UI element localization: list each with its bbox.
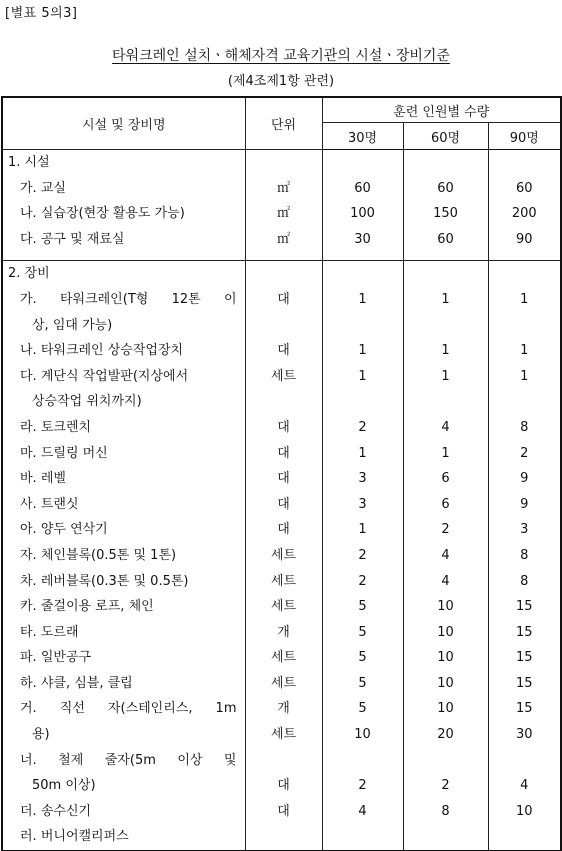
header-unit: 단위 — [245, 97, 322, 150]
row-unit: ㎡ — [245, 227, 322, 261]
row-name: 라. 토크렌치 — [20, 419, 92, 435]
row-unit: 대 — [245, 799, 322, 825]
row-q60: 4 — [403, 569, 488, 595]
row-unit: ㎡ — [245, 201, 322, 227]
row-q90: 9 — [488, 492, 561, 518]
row-q60: 8 — [403, 799, 488, 825]
table-row — [2, 696, 561, 747]
table-row — [2, 338, 561, 364]
row-q30: 4 — [322, 799, 403, 825]
row-q60: 10 — [403, 620, 488, 646]
section-heading: 1. 시설 — [2, 150, 245, 176]
row-unit: 대 — [245, 338, 322, 364]
header-name: 시설 및 장비명 — [2, 97, 245, 150]
row-q90: 10 — [488, 799, 561, 825]
table-row — [2, 176, 561, 202]
document-title: 타워크레인 설치ㆍ해체자격 교육기관의 시설ㆍ장비기준 — [112, 48, 450, 64]
standards-table — [1, 96, 562, 851]
row-q30: 2 — [322, 543, 403, 569]
row-q30: 1 — [322, 441, 403, 467]
row-q90: 15 — [488, 645, 561, 671]
row-q90: 8 — [488, 569, 561, 595]
row-q30: 30 — [322, 227, 403, 261]
table-row — [2, 287, 561, 338]
row-q60: 6 — [403, 466, 488, 492]
row-name-cont: 용) — [32, 727, 50, 743]
row-q90: 1 — [488, 364, 561, 415]
table-row — [2, 150, 561, 176]
row-unit: 세트 — [245, 543, 322, 569]
row-q60: 1 — [403, 338, 488, 364]
row-name: 더. 송수신기 — [20, 803, 92, 819]
row-q90: 30 — [515, 727, 533, 743]
table-row — [2, 824, 561, 850]
table-row — [2, 620, 561, 646]
row-q90: 3 — [488, 517, 561, 543]
row-unit: 대 — [245, 517, 322, 543]
row-unit: 세트 — [245, 569, 322, 595]
row-q60: 60 — [403, 227, 488, 261]
row-q30: 2 — [358, 778, 367, 794]
row-q60: 10 — [403, 671, 488, 697]
row-unit: 개 — [245, 620, 322, 646]
table-row — [2, 799, 561, 825]
row-name: 마. 드릴링 머신 — [20, 445, 108, 461]
row-q30: 1 — [322, 338, 403, 364]
row-name: 가. 교실 — [20, 180, 66, 196]
row-q60: 60 — [403, 176, 488, 202]
header-30: 30명 — [322, 123, 403, 150]
row-q90: 8 — [488, 543, 561, 569]
header-90: 90명 — [488, 123, 561, 150]
header-group: 훈련 인원별 수량 — [322, 97, 561, 123]
row-q30: 10 — [354, 727, 371, 743]
row-q30: 5 — [322, 645, 403, 671]
row-q60: 4 — [403, 415, 488, 441]
row-q30: 5 — [322, 671, 403, 697]
row-q30: 1 — [322, 364, 403, 415]
row-q60: 2 — [403, 517, 488, 543]
row-q60: 4 — [403, 543, 488, 569]
row-q90: 1 — [488, 287, 561, 338]
row-unit: 개 — [277, 701, 290, 717]
table-row — [2, 261, 561, 287]
table-row — [2, 517, 561, 543]
table-row — [2, 645, 561, 671]
row-q90: 2 — [488, 441, 561, 467]
row-q30: 3 — [322, 466, 403, 492]
row-unit: 세트 — [270, 727, 297, 743]
row-q90: 60 — [488, 176, 561, 202]
row-q30: 2 — [322, 569, 403, 595]
row-name: 가. 타워크레인(T형 12톤 이 — [20, 291, 237, 307]
row-unit: 대 — [245, 415, 322, 441]
row-name: 아. 양두 연삭기 — [20, 522, 108, 538]
row-q90: 1 — [488, 338, 561, 364]
row-q30: 5 — [322, 594, 403, 620]
row-q90: 15 — [488, 671, 561, 697]
row-name: 거. 직선 자(스테인리스, 1m — [20, 701, 237, 717]
row-unit: 대 — [245, 466, 322, 492]
row-name: 타. 도르래 — [20, 624, 79, 640]
row-q30: 3 — [322, 492, 403, 518]
table-row — [2, 569, 561, 595]
row-unit: 대 — [245, 441, 322, 467]
row-name: 나. 타워크레인 상승작업장치 — [20, 343, 184, 359]
row-q90: 15 — [515, 701, 533, 717]
row-q30: 1 — [322, 517, 403, 543]
row-q90: 15 — [488, 620, 561, 646]
table-row — [2, 415, 561, 441]
table-row — [2, 466, 561, 492]
row-name: 바. 레벨 — [20, 471, 66, 487]
row-q60: 150 — [403, 201, 488, 227]
row-name-cont: 상승작업 위치까지) — [32, 394, 142, 410]
document-subtitle: (제4조제1항 관련) — [227, 74, 335, 89]
row-q30: 5 — [322, 620, 403, 646]
table-row — [2, 441, 561, 467]
row-unit: 대 — [245, 287, 322, 338]
row-unit: 세트 — [245, 364, 322, 415]
row-q60: 1 — [403, 287, 488, 338]
row-unit: 세트 — [245, 594, 322, 620]
row-q60: 6 — [403, 492, 488, 518]
row-name: 자. 체인블록(0.5톤 및 1톤) — [20, 547, 177, 563]
row-q30: 5 — [358, 701, 367, 717]
table-row — [2, 492, 561, 518]
table-row — [2, 671, 561, 697]
row-unit: 대 — [277, 778, 290, 794]
row-name: 사. 트랜싯 — [20, 496, 79, 512]
row-name: 다. 계단식 작업발판(지상에서 — [20, 368, 189, 384]
row-name-cont: 50m 이상) — [32, 778, 96, 794]
row-q60: 10 — [437, 701, 454, 717]
row-name: 러. 버니어캘리퍼스 — [20, 829, 129, 845]
row-q60: 20 — [437, 727, 454, 743]
row-name: 카. 줄걸이용 로프, 체인 — [20, 599, 154, 615]
row-q90: 200 — [488, 201, 561, 227]
table-row — [2, 201, 561, 227]
table-row — [2, 364, 561, 415]
row-q90: 8 — [488, 415, 561, 441]
row-unit: 세트 — [245, 645, 322, 671]
table-row — [2, 594, 561, 620]
row-q60: 2 — [441, 778, 450, 794]
row-q30: 100 — [322, 201, 403, 227]
row-q90: 15 — [488, 594, 561, 620]
row-unit: 세트 — [245, 671, 322, 697]
row-name: 다. 공구 및 재료실 — [20, 231, 125, 247]
row-q90: 9 — [488, 466, 561, 492]
row-name: 나. 실습장(현장 활용도 가능) — [20, 206, 185, 222]
row-name: 파. 일반공구 — [20, 650, 92, 666]
row-unit: 대 — [245, 492, 322, 518]
row-q30: 2 — [322, 415, 403, 441]
row-q90: 4 — [520, 778, 529, 794]
row-name: 하. 샤클, 심블, 클립 — [20, 675, 133, 691]
table-row — [2, 748, 561, 799]
row-q60: 1 — [403, 364, 488, 415]
section-heading: 2. 장비 — [2, 261, 245, 287]
row-unit: ㎡ — [245, 176, 322, 202]
table-row — [2, 543, 561, 569]
row-q60: 1 — [403, 441, 488, 467]
row-name: 너. 철제 줄자(5m 이상 및 — [20, 752, 237, 768]
table-row — [2, 227, 561, 261]
row-name-cont: 상, 임대 가능) — [32, 317, 113, 333]
header-60: 60명 — [403, 123, 488, 150]
row-q30: 1 — [322, 287, 403, 338]
row-q30: 60 — [322, 176, 403, 202]
attachment-label: [별표 5의3] — [5, 6, 78, 21]
row-q60: 10 — [403, 594, 488, 620]
row-name: 차. 레버블록(0.3톤 및 0.5톤) — [20, 573, 189, 589]
row-q90: 90 — [488, 227, 561, 261]
row-q60: 10 — [403, 645, 488, 671]
